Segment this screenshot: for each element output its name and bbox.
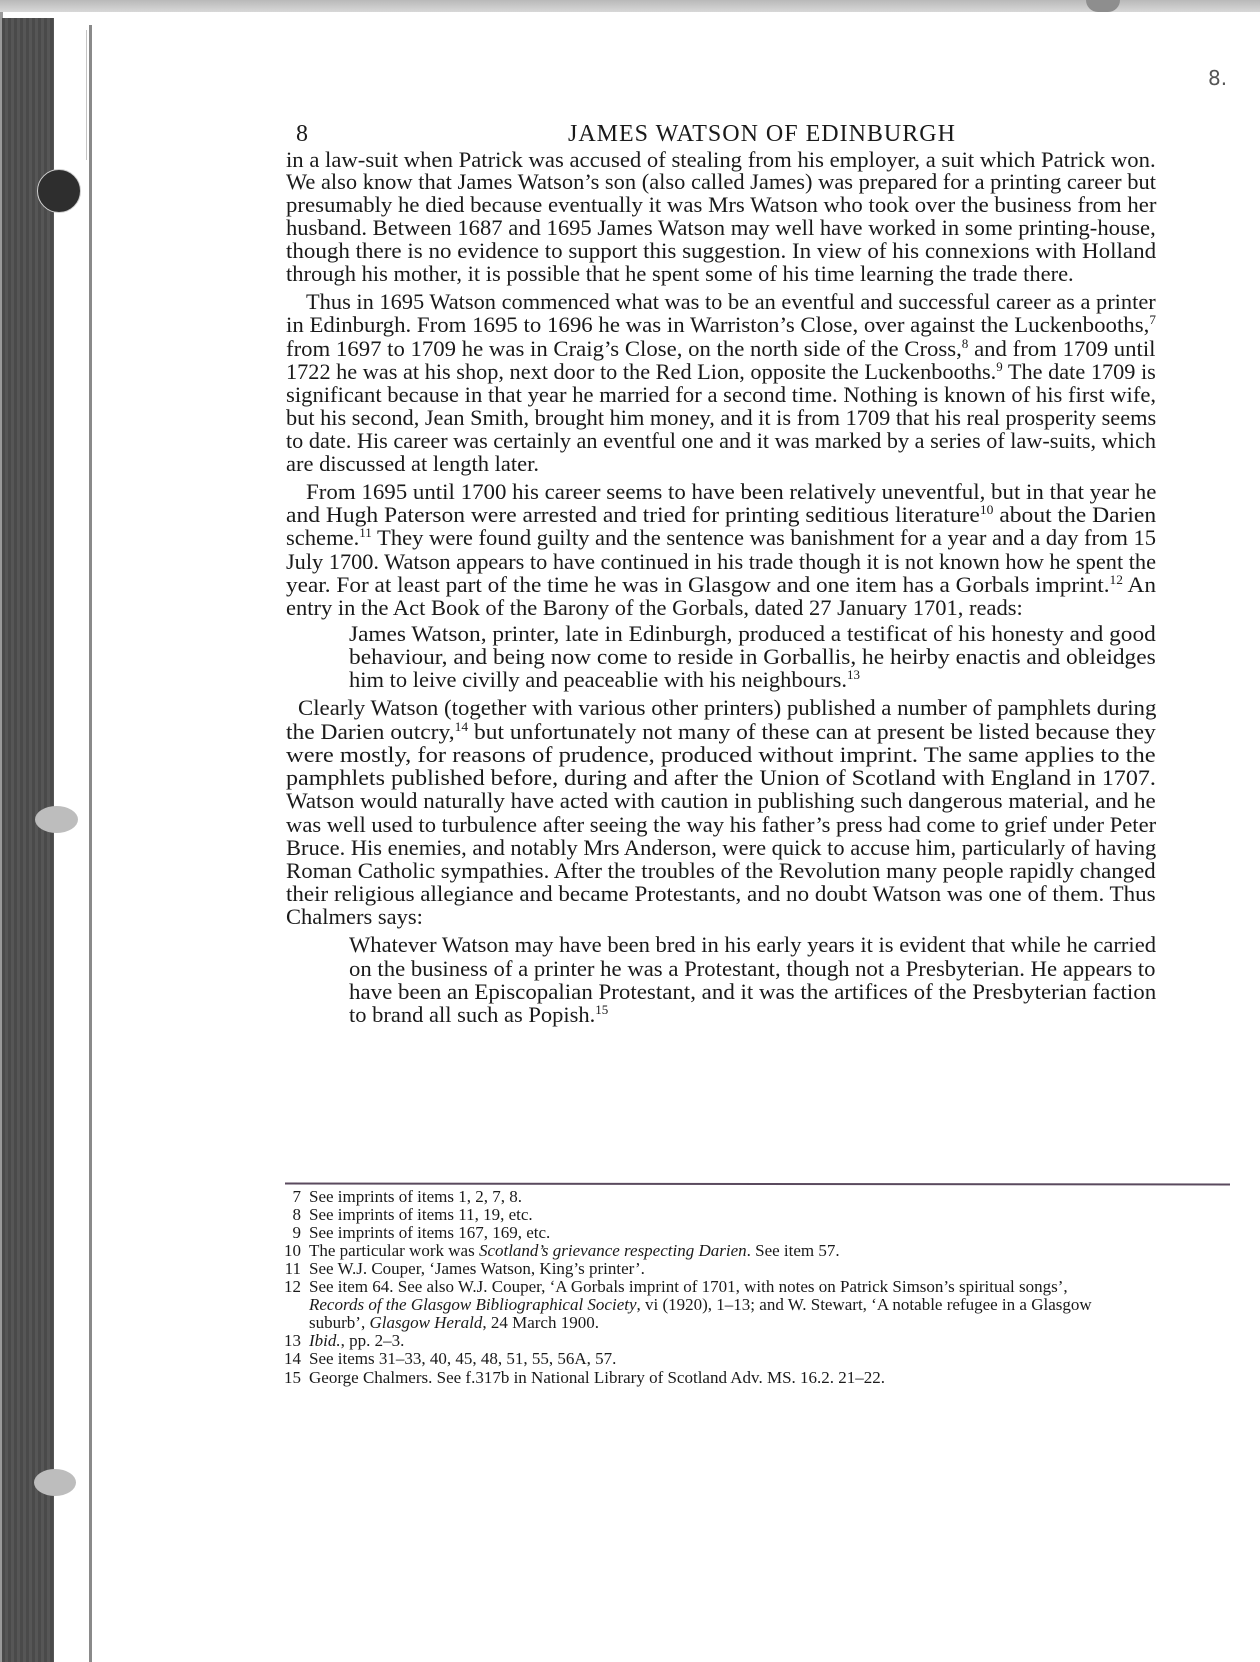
line-text: husband. Between 1687 and 1695 James Watson may well have worked in some printing-house, bbox=[286, 215, 1156, 240]
footnote-ref[interactable]: 8 bbox=[961, 336, 969, 351]
page-edge-line bbox=[89, 25, 92, 1662]
footnote-number: 15 bbox=[284, 1368, 301, 1387]
line-text: and from 1709 until bbox=[968, 336, 1156, 361]
running-head: JAMES WATSON OF EDINBURGH bbox=[568, 121, 956, 147]
footnote bbox=[276, 1278, 1068, 1296]
line-text: are discussed at length later. bbox=[286, 451, 540, 476]
line-text: him to leive civilly and peaceablie with his neighbours. bbox=[349, 667, 847, 692]
text-line bbox=[349, 932, 1156, 958]
text-line bbox=[286, 312, 1156, 338]
line-text: Bruce. His enemies, and notably Mrs Anderson, were quick to accuse him, particularly of having bbox=[286, 835, 1157, 860]
line-text: their religious allegiance and became Protestants, and no doubt Watson was one of them. Thus bbox=[286, 881, 1156, 906]
line-text: entry in the Act Book of the Barony of the Gorbals, dated 27 January 1701, reads: bbox=[286, 595, 1023, 620]
footnote bbox=[276, 1206, 533, 1224]
line-text: From 1695 until 1700 his career seems to have been relatively uneventful, but in that year he bbox=[306, 479, 1157, 504]
line-text: Chalmers says: bbox=[286, 904, 423, 929]
line-text: They were found guilty and the sentence was banishment for a year and a day from 15 bbox=[371, 525, 1157, 550]
line-text: on the business of a printer he was a Protestant, though not a Presbyterian. He appears to bbox=[349, 956, 1156, 981]
footnote-ref[interactable]: 10 bbox=[979, 502, 994, 517]
footnote-number: 10 bbox=[284, 1241, 301, 1260]
footnote-ref[interactable]: 9 bbox=[996, 359, 1003, 374]
footnote-text: See item 64. See also W.J. Couper, ‘A Gorbals imprint of 1701, with notes on Patrick Simson’s spiritual songs’, bbox=[309, 1277, 1068, 1296]
line-text: Thus in 1695 Watson commenced what was to be an eventful and successful career as a printer bbox=[306, 289, 1156, 314]
text-line bbox=[286, 904, 423, 930]
footnote-ref[interactable]: 13 bbox=[847, 667, 860, 682]
footnote-number: 9 bbox=[292, 1223, 301, 1242]
footnote-ref[interactable]: 11 bbox=[359, 525, 372, 540]
line-text: pamphlets published before, during and after the Union of Scotland with England in 1707. bbox=[286, 765, 1156, 790]
footnote-text: See imprints of items 11, 19, etc. bbox=[309, 1205, 533, 1224]
footnote-number: 8 bbox=[292, 1205, 301, 1224]
line-text: was well used to turbulence after seeing the way his father’s press had come to grief under Peter bbox=[286, 812, 1157, 837]
footnote-number: 7 bbox=[292, 1187, 301, 1206]
text-line bbox=[286, 451, 539, 477]
line-text: but unfortunately not many of these can at present be listed because they bbox=[468, 719, 1156, 744]
line-text: An bbox=[1122, 572, 1156, 597]
footnote bbox=[276, 1332, 404, 1350]
footnote-ref[interactable]: 7 bbox=[1149, 312, 1156, 327]
scan-top-strip bbox=[0, 0, 1260, 12]
footnote-ref[interactable]: 14 bbox=[454, 719, 469, 734]
line-text: July 1700. Watson appears to have continued in his trade though it is not known how he spent the bbox=[286, 549, 1157, 574]
footnote-text: See W.J. Couper, ‘James Watson, King’s printer’. bbox=[309, 1259, 645, 1278]
text-line bbox=[286, 595, 1023, 621]
footnote bbox=[276, 1369, 885, 1387]
text-line bbox=[286, 261, 1074, 287]
footnote-number: 11 bbox=[284, 1259, 301, 1278]
footnote-text: Records of the Glasgow Bibliographical Society bbox=[309, 1295, 637, 1314]
footnote bbox=[276, 1224, 550, 1242]
text-line bbox=[298, 695, 1156, 721]
footnote-text: See imprints of items 167, 169, etc. bbox=[309, 1223, 551, 1242]
line-text: Roman Catholic sympathies. After the troubles of the Revolution many people rapidly changed bbox=[286, 858, 1156, 883]
footnote-text: . See item 57. bbox=[746, 1241, 840, 1260]
line-text: in a law-suit when Patrick was accused of stealing from his employer, a suit which Patrick won. bbox=[286, 147, 1156, 172]
footnote-text: See imprints of items 1, 2, 7, 8. bbox=[309, 1187, 522, 1206]
footnote bbox=[276, 1188, 522, 1206]
footnote-number: 12 bbox=[284, 1277, 301, 1296]
line-text: the Darien outcry, bbox=[286, 719, 455, 744]
line-text: though there is no evidence to support this suggestion. In view of his connexions with Holland bbox=[286, 238, 1157, 263]
page-number: 8 bbox=[296, 121, 308, 147]
line-text: to brand all such as Popish. bbox=[349, 1002, 596, 1027]
footnote-text: Glasgow Herald bbox=[369, 1313, 483, 1332]
line-text: in Edinburgh. From 1695 to 1696 he was in Warriston’s Close, over against the Luckenbooths, bbox=[286, 312, 1150, 337]
line-text: 1722 he was at his shop, next door to the Red Lion, opposite the Luckenbooths. bbox=[286, 359, 997, 384]
footnote bbox=[276, 1296, 1092, 1314]
footnote bbox=[276, 1350, 616, 1368]
punch-hole bbox=[35, 806, 78, 833]
text-line bbox=[286, 788, 1156, 814]
line-text: were mostly, for reasons of prudence, produced without imprint. The same applies to the bbox=[286, 742, 1156, 767]
footnote-rule bbox=[285, 1183, 1230, 1186]
footnote-text: , pp. 2–3. bbox=[340, 1331, 405, 1350]
line-text: behaviour, and being now come to reside in Gorballis, he heirby enactis and obleidges bbox=[349, 644, 1156, 669]
line-text: significant because in that year he married for a second time. Nothing is known of his first wife, bbox=[286, 382, 1157, 407]
footnote-text: , 24 March 1900. bbox=[482, 1313, 599, 1332]
footnote bbox=[276, 1260, 645, 1278]
punch-hole bbox=[34, 1469, 76, 1496]
footnote bbox=[276, 1242, 840, 1260]
text-line bbox=[349, 1002, 608, 1028]
handwritten-page-number: 8. bbox=[1208, 66, 1228, 90]
line-text: James Watson, printer, late in Edinburgh, produced a testificat of his honesty and good bbox=[349, 621, 1156, 646]
footnote-text: Ibid. bbox=[309, 1331, 341, 1350]
line-text: Whatever Watson may have been bred in his early years it is evident that while he carried bbox=[349, 932, 1156, 957]
line-text: We also know that James Watson’s son (also called James) was prepared for a printing career but bbox=[286, 169, 1156, 194]
footnote-text: The particular work was bbox=[309, 1241, 479, 1260]
line-text: through his mother, it is possible that he spent some of his time learning the trade there. bbox=[286, 261, 1074, 286]
line-text: have been an Episcopalian Protestant, and it was the artifices of the Presbyterian faction bbox=[349, 979, 1157, 1004]
line-text: about the Darien bbox=[993, 502, 1157, 527]
line-text: Clearly Watson (together with various other printers) published a number of pamphlets during bbox=[298, 695, 1157, 720]
footnote-number: 13 bbox=[284, 1331, 301, 1350]
line-text: year. For at least part of the time he was in Glasgow and one item has a Gorbals imprint. bbox=[286, 572, 1110, 597]
line-text: The date 1709 is bbox=[1002, 359, 1156, 384]
line-text: but his second, Jean Smith, brought him money, and it is from 1709 that his real prosperity seems bbox=[286, 405, 1157, 430]
footnote-text: , vi (1920), 1–13; and W. Stewart, ‘A notable refugee in a Glasgow bbox=[636, 1295, 1092, 1314]
footnote-text: George Chalmers. See f.317b in National Library of Scotland Adv. MS. 16.2. 21–22. bbox=[309, 1368, 886, 1387]
line-text: from 1697 to 1709 he was in Craig’s Close, on the north side of the Cross, bbox=[286, 336, 962, 361]
punch-hole bbox=[37, 169, 81, 213]
footnote-ref[interactable]: 12 bbox=[1109, 572, 1123, 587]
line-text: presumably he died because eventually it was Mrs Watson who took over the business from her bbox=[286, 192, 1157, 217]
footnote-text: See items 31–33, 40, 45, 48, 51, 55, 56A, 57. bbox=[309, 1349, 617, 1368]
binder-spine bbox=[2, 18, 54, 1662]
text-line bbox=[349, 667, 860, 693]
text-line bbox=[286, 525, 1156, 551]
line-text: and Hugh Paterson were arrested and tried for printing seditious literature bbox=[286, 502, 980, 527]
page-edge-line bbox=[86, 30, 87, 160]
footnote-text: Scotland’s grievance respecting Darien bbox=[478, 1241, 747, 1260]
footnote-number: 14 bbox=[284, 1349, 301, 1368]
line-text: Watson would naturally have acted with caution in publishing such dangerous material, and he bbox=[286, 788, 1156, 813]
footnote-text: suburb’, bbox=[309, 1313, 370, 1332]
footnote-ref[interactable]: 15 bbox=[595, 1002, 609, 1017]
footnote bbox=[276, 1314, 599, 1332]
line-text: to date. His career was certainly an eventful one and it was marked by a series of law-suits, which bbox=[286, 428, 1156, 453]
line-text: scheme. bbox=[286, 525, 360, 550]
